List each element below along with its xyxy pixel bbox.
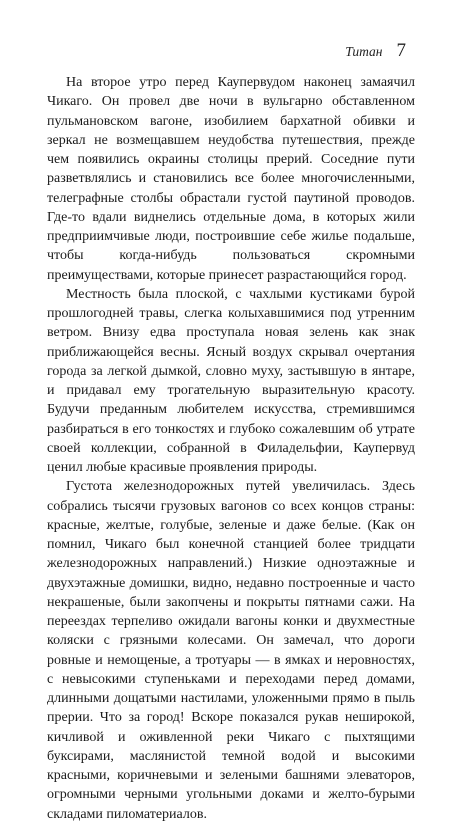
body-text — [47, 73, 415, 824]
page-number: 7 — [396, 40, 406, 61]
paragraph-2: Местность была плоской, с чахлыми кустиками бурой прошлогодней травы, слегка колыхавшимися под утренним ветром. Внизу едва проступала новая зелень как знак приближающейся весны. Ясный воздух скрывал очертания города за легкой дымкой, словно муху, застывшую в янтаре, и придавал ему трогательную выразительную красоту. Будучи преданным любителем искусства, стремившимся разбираться в его тонкостях и глубоко сожалевшим об утрате своей коллекции, собранной в Филадельфии, Каупервуд ценил любые красивые проявления природы. — [47, 286, 415, 475]
paragraph-1: На второе утро перед Каупервудом наконец замаячил Чикаго. Он провел две ночи в вульгарно обставленном пульмановском вагоне, изобилием бархатной обивки и зеркал не возмещавшем неудобства путешествия, прежде чем появились окраины столицы прерий. Соседние пути разветвлялись и становились все более многочисленными, телеграфные столбы обрастали густой паутиной проводов. Где-то вдали виднелись отдельные дома, в которых жили предприимчивые люди, построившие себе жилье подальше, чтобы когда-нибудь пользоваться скромными преимуществами, которые принесет разрастающийся город. — [47, 75, 415, 283]
running-head — [345, 40, 406, 62]
running-title: Титан — [345, 44, 383, 59]
paragraph-3: Густота железнодорожных путей увеличилась. Здесь собрались тысячи грузовых вагонов со всех концов страны: красные, желтые, голубые, зеленые и даже белые. (Как он помнил, Чикаго был конечной станцией более тридцати железнодорожных направлений.) Низкие одноэтажные и двухэтажные домишки, видно, недавно построенные и часто некрашеные, были закопчены и покрыты пятнами сажи. На переездах терпеливо ожидали вагоны конки и двухместные коляски с грязными колесами. Он замечал, что дороги ровные и немощеные, а тротуары — в ямках и неровностях, с невысокими ступеньками и переходами перед домами, длинными дощатыми настилами, уложенными прямо в пыль прерии. Что за город! Вскоре показался рукав неширокой, кичливой и оживленной реки Чикаго с пыхтящими буксирами, маслянистой темной водой и высокими красными, коричневыми и зелеными башнями элеваторов, огромными черными угольными доками и желто-бурыми складами пиломатериалов. — [47, 479, 415, 822]
